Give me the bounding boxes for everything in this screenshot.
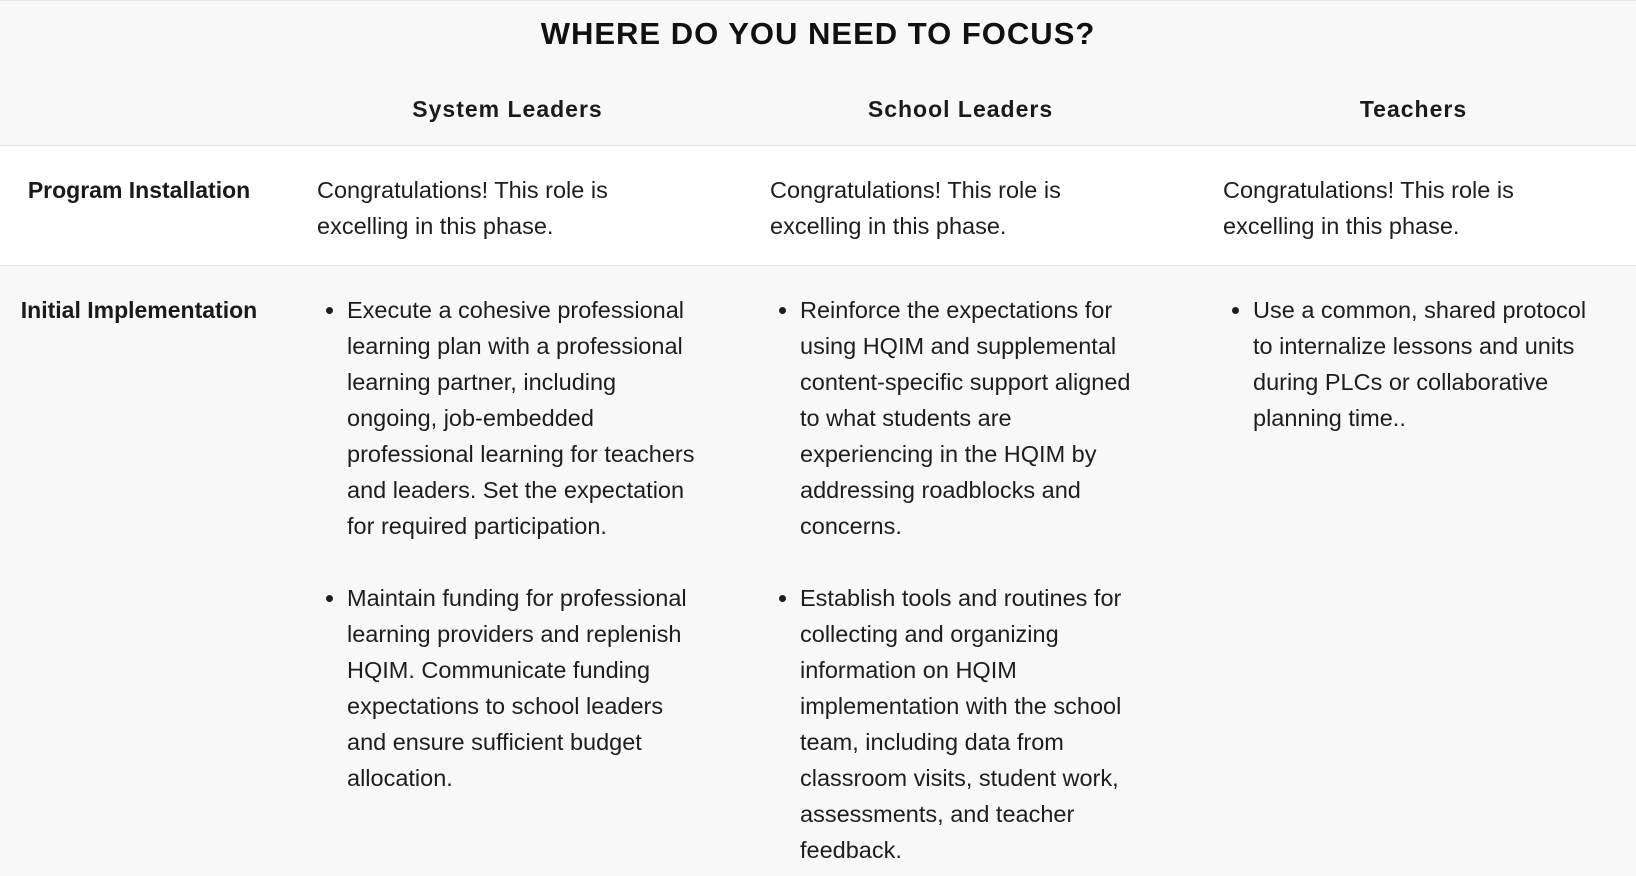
cell-program-installation-system-leaders [317, 172, 677, 244]
cell-initial-implementation-system-leaders [317, 292, 697, 796]
cell-initial-implementation-teachers [1223, 292, 1603, 436]
cell-program-installation-teachers [1223, 172, 1583, 244]
page-title: WHERE DO YOU NEED TO FOCUS? [540, 16, 1096, 51]
bullet-list [1223, 292, 1603, 436]
column-header-teachers: Teachers [1359, 96, 1468, 122]
bullet-list [770, 292, 1150, 868]
cell-text: Congratulations! This role is excelling in this phase. [770, 177, 1061, 239]
table-row-program-installation [0, 145, 1636, 266]
column-header-system-leaders: System Leaders [412, 96, 603, 122]
table-row-initial-implementation [0, 266, 1636, 876]
top-divider [0, 0, 1636, 1]
row-label-program-installation: Program Installation [27, 177, 251, 203]
row-label-initial-implementation: Initial Implementation [20, 297, 258, 323]
column-header-school-leaders: School Leaders [867, 96, 1054, 122]
list-item: • Execute a cohesive professional learning plan with a professional learning partner, including ongoing, job-embedded professional learning for teachers and leaders. Set the expectation for required participation. [347, 292, 697, 544]
cell-program-installation-school-leaders [770, 172, 1130, 244]
cell-text: Congratulations! This role is excelling in this phase. [317, 177, 608, 239]
list-item: • Use a common, shared protocol to internalize lessons and units during PLCs or collaborative planning time.. [1253, 292, 1603, 436]
list-item: • Reinforce the expectations for using HQIM and supplemental content-specific support aligned to what students are experiencing in the HQIM by addressing roadblocks and concerns. [800, 292, 1150, 544]
list-item: • Maintain funding for professional learning providers and replenish HQIM. Communicate funding expectations to school leaders and ensure sufficient budget allocation. [347, 580, 697, 796]
cell-initial-implementation-school-leaders [770, 292, 1150, 868]
list-item: • Establish tools and routines for collecting and organizing information on HQIM implementation with the school team, including data from classroom visits, student work, assessments, and teacher feedback. [800, 580, 1150, 868]
bullet-list [317, 292, 697, 796]
cell-text: Congratulations! This role is excelling in this phase. [1223, 177, 1514, 239]
